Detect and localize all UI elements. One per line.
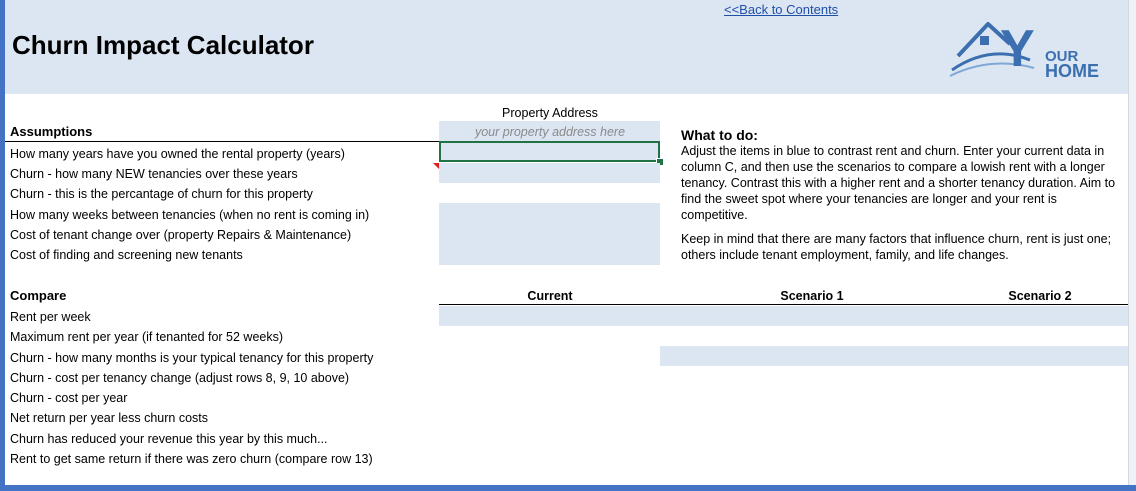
assumptions-underline [5, 141, 439, 142]
compare-row-cost-per-change: Churn - cost per tenancy change (adjust rows 8, 9, 10 above) [10, 371, 350, 385]
back-to-contents-link[interactable]: <<Back to Contents [724, 2, 839, 17]
assumption-row-screening-cost: Cost of finding and screening new tenants [10, 248, 243, 262]
compare-row-zero-churn-rent: Rent to get same return if there was zero churn (compare row 13) [10, 452, 373, 466]
property-address-label: Property Address [502, 106, 598, 120]
sheet-right-edge [1128, 0, 1136, 491]
compare-row-cost-per-year: Churn - cost per year [10, 391, 128, 405]
assumption-row-years-owned: How many years have you owned the rental property (years) [10, 147, 345, 161]
column-header-current: Current [527, 289, 573, 303]
what-to-do-title: What to do: [681, 127, 758, 143]
compare-row-tenancy-months: Churn - how many months is your typical tenancy for this property [10, 351, 374, 365]
what-to-do-paragraph-2: Keep in mind that there are many factors that influence churn, rent is just one; others include tenant employment, family, and life changes. [681, 232, 1112, 262]
compare-row-max-rent: Maximum rent per year (if tenanted for 52 weeks) [10, 330, 284, 344]
your-home-logo [950, 14, 1100, 84]
column-header-scenario-2: Scenario 2 [1008, 289, 1072, 303]
house-window-icon [980, 36, 989, 45]
column-header-scenario-1: Scenario 1 [780, 289, 844, 303]
cost-inputs-block[interactable] [439, 203, 660, 265]
logo-letter-y: Y [1000, 20, 1035, 78]
years-owned-input[interactable] [439, 141, 660, 162]
compare-heading: Compare [10, 288, 67, 303]
what-to-do-text [681, 143, 1126, 271]
assumptions-heading: Assumptions [10, 124, 93, 139]
what-to-do-paragraph-1: Adjust the items in blue to contrast rent and churn. Enter your current data in column C, and then use the scenarios to compare a lowish rent with a longer tenancy. Contrast this with a higher rent and a shorter tenancy duration. Aim to find the sweet spot where your tenancies are longer and your rent is competitive. [681, 144, 1116, 222]
compare-row-rent-per-week: Rent per week [10, 310, 91, 324]
assumption-row-weeks-between: How many weeks between tenancies (when no rent is coming in) [10, 208, 370, 222]
assumption-row-changeover-cost: Cost of tenant change over (property Repairs & Maintenance) [10, 228, 352, 242]
logo-line1: OUR [1045, 48, 1079, 65]
rent-per-week-inputs[interactable] [439, 306, 1128, 326]
logo-line2: HOME [1045, 61, 1099, 81]
property-address-placeholder: your property address here [474, 125, 626, 139]
assumption-row-new-tenancies: Churn - how many NEW tenancies over these years [10, 167, 298, 181]
compare-row-revenue-reduced: Churn has reduced your revenue this year by this much... [10, 432, 328, 446]
compare-row-net-return: Net return per year less churn costs [10, 411, 208, 425]
tenancy-months-scenario-inputs[interactable] [660, 346, 1128, 366]
page-title: Churn Impact Calculator [12, 30, 314, 60]
assumption-row-churn-percentage: Churn - this is the percantage of churn for this property [10, 187, 313, 201]
compare-header-underline [439, 304, 1128, 305]
new-tenancies-input[interactable] [439, 163, 660, 183]
sheet-frame-bottom [0, 485, 1136, 491]
